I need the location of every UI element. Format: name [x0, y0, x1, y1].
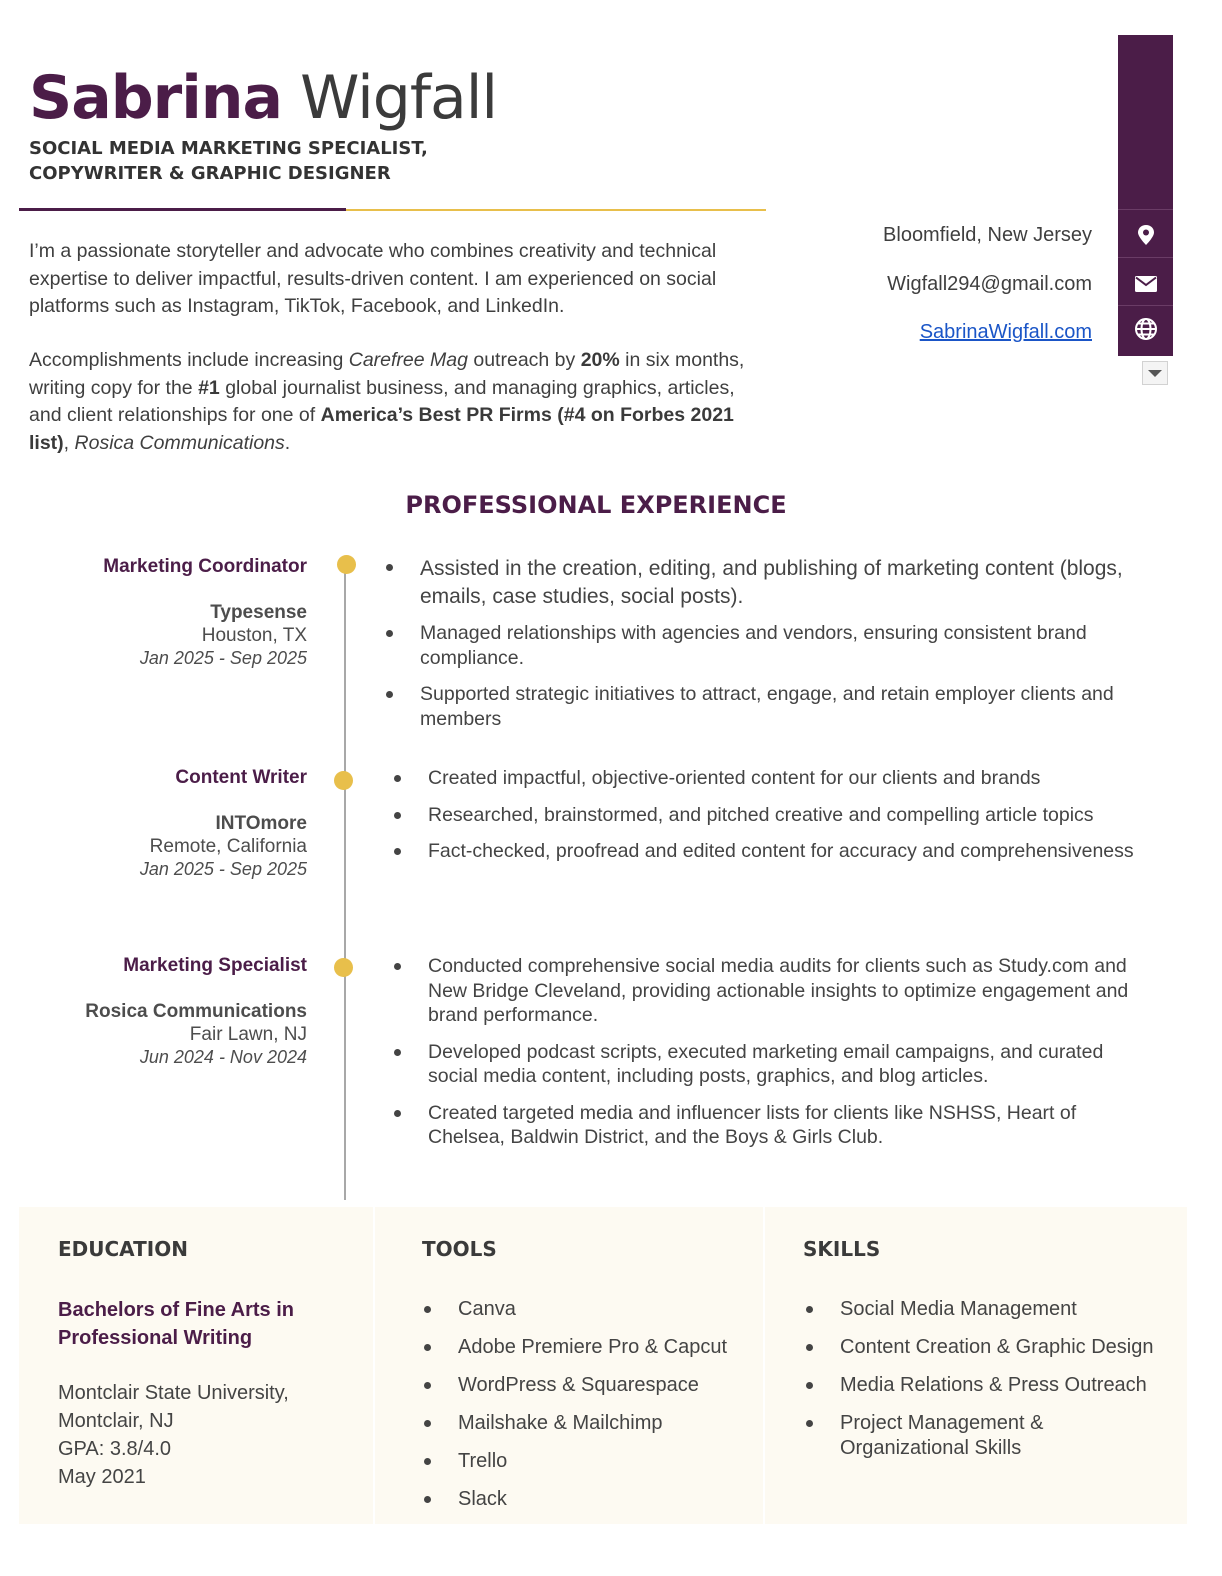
contact-email[interactable]: Wigfall294@gmail.com	[887, 273, 1092, 295]
summary-paragraph-1: I’m a passionate storyteller and advocate who combines creativity and technical expertise to deliver impactful, results-driven content. I am experienced on social platforms such as Instagram, TikTok, Facebook, and LinkedIn.	[29, 240, 717, 317]
list-item: Conducted comprehensive social media audits for clients such as Study.com and New Bridge Cleveland, providing actionable insights to optimize engagement and brand performance.	[428, 954, 1140, 1028]
timeline-dot	[337, 555, 356, 574]
job-title: Marketing Specialist	[123, 955, 307, 976]
summary-bold: #1	[198, 376, 220, 399]
timeline-dot	[334, 958, 353, 977]
graduation-date: May 2021	[58, 1466, 146, 1488]
job-dates: Jan 2025 - Sep 2025	[139, 648, 307, 668]
list-item: Fact-checked, proofread and edited content for accuracy and comprehensiveness	[428, 839, 1148, 864]
contact-separator	[1118, 305, 1173, 306]
envelope-icon	[1118, 264, 1173, 304]
list-item: Managed relationships with agencies and vendors, ensuring consistent brand compliance.	[420, 621, 1140, 670]
degree-title: Bachelors of Fine Arts in Professional Writing	[58, 1299, 294, 1349]
job-meta	[85, 954, 307, 1068]
list-item: Media Relations & Press Outreach	[840, 1373, 1180, 1398]
list-item: Mailshake & Mailchimp	[458, 1411, 758, 1436]
summary-italic: Rosica Communications	[74, 431, 285, 454]
candidate-name	[29, 62, 497, 134]
summary-text: global journalist business, and managing graphics, articles, and client relationships for one of	[29, 376, 735, 426]
contact-separator	[1118, 209, 1173, 210]
headline-line-2: COPYWRITER & GRAPHIC DESIGNER	[29, 163, 391, 184]
skills-list	[840, 1297, 1180, 1461]
job-location: Remote, California	[149, 836, 307, 857]
summary-text: Accomplishments include increasing	[29, 349, 349, 371]
panel-divider	[373, 1207, 375, 1524]
summary-paragraph-2	[29, 347, 764, 457]
school-city: Montclair, NJ	[58, 1410, 174, 1432]
list-item: WordPress & Squarespace	[458, 1373, 758, 1398]
list-item: Canva	[458, 1297, 758, 1322]
website-link[interactable]: SabrinaWigfall.com	[919, 321, 1092, 343]
job-dates: Jun 2024 - Nov 2024	[139, 1047, 307, 1067]
timeline-dot	[334, 771, 353, 790]
job-bullets	[420, 555, 1140, 731]
summary-text: outreach by	[467, 349, 581, 371]
education-heading: EDUCATION	[58, 1237, 188, 1261]
headline-line-1: SOCIAL MEDIA MARKETING SPECIALIST,	[29, 138, 428, 159]
job-bullets	[428, 766, 1148, 864]
job-company: Rosica Communications	[85, 1001, 307, 1022]
list-item: Adobe Premiere Pro & Capcut	[458, 1335, 758, 1360]
panel-divider	[763, 1207, 765, 1524]
school-name: Montclair State University,	[58, 1382, 289, 1404]
chevron-down-icon	[1148, 370, 1162, 377]
list-item: Project Management & Organizational Skills	[840, 1411, 1100, 1461]
list-item: Assisted in the creation, editing, and publishing of marketing content (blogs, emails, case studies, social posts).	[420, 555, 1140, 611]
job-bullets	[428, 954, 1140, 1150]
job-location: Fair Lawn, NJ	[189, 1024, 307, 1045]
job-company: INTOmore	[215, 813, 307, 834]
summary-italic: Carefree Mag	[348, 349, 468, 371]
list-item: Created impactful, objective-oriented content for our clients and brands	[428, 766, 1148, 791]
header-rule-purple	[19, 208, 346, 211]
list-item: Supported strategic initiatives to attract, engage, and retain employer clients and members	[420, 682, 1140, 731]
map-pin-icon	[1118, 215, 1173, 255]
job-title: Marketing Coordinator	[103, 556, 307, 577]
education-details	[58, 1379, 289, 1491]
contact-sidebar	[1118, 35, 1173, 356]
job-dates: Jan 2025 - Sep 2025	[139, 859, 307, 879]
contact-location: Bloomfield, New Jersey	[883, 224, 1092, 246]
tools-heading: TOOLS	[422, 1237, 497, 1261]
summary-text: ,	[63, 431, 75, 454]
job-company: Typesense	[210, 602, 307, 623]
list-item: Researched, brainstormed, and pitched creative and compelling article topics	[428, 803, 1148, 828]
list-item: Created targeted media and influencer lists for clients like NSHSS, Heart of Chelsea, Baldwin District, and the Boys & Girls Club.	[428, 1101, 1140, 1150]
job-title: Content Writer	[175, 767, 307, 788]
summary-text: in six months, writing copy for the	[29, 349, 745, 399]
summary-text: .	[284, 431, 291, 454]
list-item: Slack	[458, 1487, 758, 1512]
skills-heading: SKILLS	[803, 1237, 881, 1261]
list-item: Developed podcast scripts, executed marketing email campaigns, and curated social media content, including posts, graphics, and blog articles.	[428, 1040, 1140, 1089]
job-location: Houston, TX	[201, 625, 307, 646]
gpa: GPA: 3.8/4.0	[58, 1438, 172, 1460]
list-item: Social Media Management	[840, 1297, 1180, 1322]
contact-separator	[1118, 257, 1173, 258]
experience-heading: PROFESSIONAL EXPERIENCE	[405, 491, 787, 519]
dropdown-toggle[interactable]	[1142, 361, 1168, 385]
list-item: Trello	[458, 1449, 758, 1474]
list-item: Content Creation & Graphic Design	[840, 1335, 1180, 1360]
summary-bold: America’s Best PR Firms (#4 on Forbes 2021 list)	[29, 404, 734, 454]
last-name: Wigfall	[300, 63, 498, 133]
job-meta	[103, 555, 307, 669]
globe-icon	[1118, 309, 1173, 349]
first-name: Sabrina	[29, 63, 283, 133]
timeline-line	[344, 563, 346, 1200]
tools-list	[458, 1297, 758, 1512]
job-headline	[29, 136, 509, 186]
header-rule-gold	[346, 209, 766, 211]
job-meta	[140, 766, 307, 880]
summary-bold: 20%	[580, 349, 620, 371]
